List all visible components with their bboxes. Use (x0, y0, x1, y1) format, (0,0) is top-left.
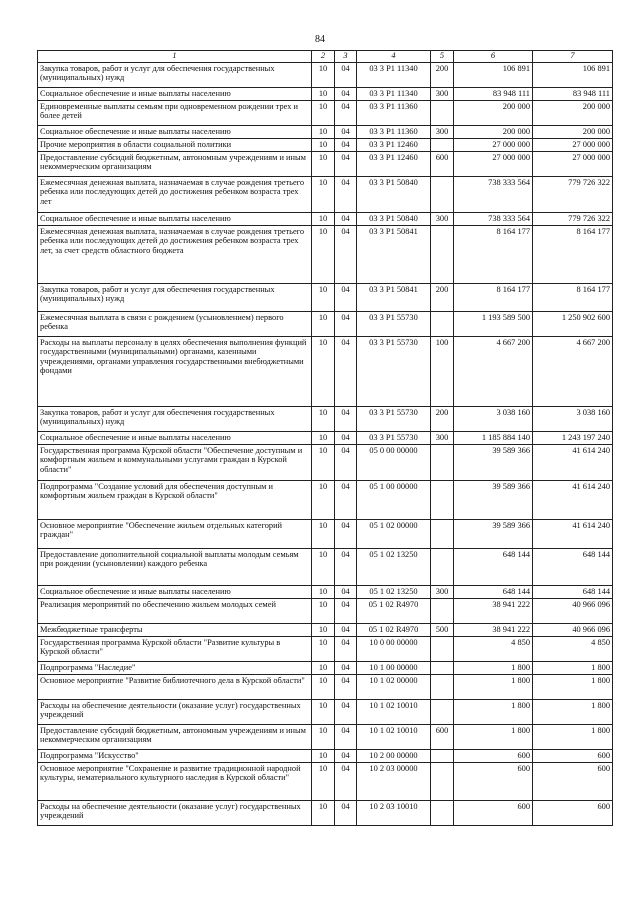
row-expense-type-cell (431, 700, 454, 725)
row-name-cell: Социальное обеспечение и иные выплаты населению (38, 586, 312, 599)
row-target-article-cell: 03 3 P1 50841 (357, 226, 431, 284)
table-row (38, 177, 613, 213)
row-name-cell: Подпрограмма "Наследие" (38, 662, 312, 675)
row-amount-year2-cell: 600 (533, 801, 613, 826)
row-name-cell: Социальное обеспечение и иные выплаты населению (38, 88, 312, 101)
table-row (38, 624, 613, 637)
row-amount-year2-cell: 1 800 (533, 700, 613, 725)
row-target-article-cell: 03 3 P1 12460 (357, 152, 431, 177)
row-amount-year2-cell: 779 726 322 (533, 177, 613, 213)
row-subsection-cell: 04 (335, 337, 357, 407)
row-target-article-cell: 10 2 03 10010 (357, 801, 431, 826)
header-row (38, 51, 613, 63)
row-amount-year1-cell: 1 800 (454, 662, 533, 675)
row-target-article-cell: 05 0 00 00000 (357, 445, 431, 481)
row-section-cell: 10 (312, 213, 335, 226)
row-section-cell: 10 (312, 675, 335, 700)
row-expense-type-cell (431, 177, 454, 213)
row-amount-year1-cell: 106 891 (454, 63, 533, 88)
row-subsection-cell: 04 (335, 101, 357, 126)
row-amount-year1-cell: 200 000 (454, 126, 533, 139)
table-row (38, 599, 613, 624)
column-header: 4 (357, 51, 431, 63)
row-subsection-cell: 04 (335, 675, 357, 700)
row-expense-type-cell (431, 675, 454, 700)
row-expense-type-cell (431, 520, 454, 549)
row-target-article-cell: 10 1 00 00000 (357, 662, 431, 675)
row-name-cell: Предоставление субсидий бюджетным, автономным учреждениям и иным некоммерческим организациям (38, 152, 312, 177)
table-row (38, 312, 613, 337)
row-amount-year2-cell: 200 000 (533, 101, 613, 126)
row-name-cell: Закупка товаров, работ и услуг для обеспечения государственных (муниципальных) нужд (38, 63, 312, 88)
row-amount-year2-cell: 1 250 902 600 (533, 312, 613, 337)
table-row (38, 586, 613, 599)
row-name-cell: Ежемесячная выплата в связи с рождением (усыновлением) первого ребенка (38, 312, 312, 337)
row-subsection-cell: 04 (335, 725, 357, 750)
row-expense-type-cell (431, 445, 454, 481)
row-section-cell: 10 (312, 763, 335, 801)
table-row (38, 432, 613, 445)
row-expense-type-cell: 600 (431, 152, 454, 177)
row-target-article-cell: 05 1 02 13250 (357, 549, 431, 586)
row-amount-year2-cell: 1 800 (533, 662, 613, 675)
row-section-cell: 10 (312, 152, 335, 177)
row-target-article-cell: 03 3 P1 11340 (357, 88, 431, 101)
row-amount-year1-cell: 648 144 (454, 586, 533, 599)
row-amount-year1-cell: 27 000 000 (454, 139, 533, 152)
row-amount-year1-cell: 1 800 (454, 725, 533, 750)
row-amount-year1-cell: 4 850 (454, 637, 533, 662)
row-amount-year2-cell: 41 614 240 (533, 481, 613, 520)
budget-table (37, 50, 613, 826)
row-amount-year2-cell: 1 243 197 240 (533, 432, 613, 445)
row-section-cell: 10 (312, 177, 335, 213)
table-row (38, 152, 613, 177)
row-section-cell: 10 (312, 63, 335, 88)
row-expense-type-cell (431, 226, 454, 284)
table-row (38, 101, 613, 126)
row-section-cell: 10 (312, 445, 335, 481)
row-amount-year2-cell: 8 164 177 (533, 284, 613, 312)
row-name-cell: Расходы на обеспечение деятельности (оказание услуг) государственных учреждений (38, 801, 312, 826)
row-section-cell: 10 (312, 637, 335, 662)
row-expense-type-cell (431, 637, 454, 662)
row-section-cell: 10 (312, 481, 335, 520)
table-row (38, 337, 613, 407)
row-subsection-cell: 04 (335, 549, 357, 586)
row-target-article-cell: 10 1 02 10010 (357, 725, 431, 750)
row-amount-year1-cell: 200 000 (454, 101, 533, 126)
row-amount-year1-cell: 600 (454, 750, 533, 763)
row-amount-year2-cell: 1 800 (533, 675, 613, 700)
row-expense-type-cell (431, 662, 454, 675)
row-section-cell: 10 (312, 88, 335, 101)
row-amount-year2-cell: 648 144 (533, 586, 613, 599)
row-amount-year1-cell: 8 164 177 (454, 226, 533, 284)
row-expense-type-cell: 200 (431, 284, 454, 312)
column-header: 5 (431, 51, 454, 63)
row-expense-type-cell: 300 (431, 586, 454, 599)
table-row (38, 481, 613, 520)
row-target-article-cell: 05 1 02 00000 (357, 520, 431, 549)
table-row (38, 407, 613, 432)
row-section-cell: 10 (312, 599, 335, 624)
row-name-cell: Социальное обеспечение и иные выплаты населению (38, 213, 312, 226)
table-row (38, 226, 613, 284)
row-expense-type-cell: 300 (431, 213, 454, 226)
row-amount-year2-cell: 27 000 000 (533, 139, 613, 152)
row-target-article-cell: 05 1 02 R4970 (357, 599, 431, 624)
row-subsection-cell: 04 (335, 177, 357, 213)
row-subsection-cell: 04 (335, 481, 357, 520)
row-name-cell: Социальное обеспечение и иные выплаты населению (38, 432, 312, 445)
row-subsection-cell: 04 (335, 226, 357, 284)
table-row (38, 139, 613, 152)
row-name-cell: Единовременные выплаты семьям при одновременном рождении трех и более детей (38, 101, 312, 126)
row-amount-year1-cell: 600 (454, 763, 533, 801)
row-target-article-cell: 10 2 03 00000 (357, 763, 431, 801)
row-expense-type-cell: 500 (431, 624, 454, 637)
row-name-cell: Предоставление дополнительной социальной выплаты молодым семьям при рождении (усыновлении) каждого ребенка (38, 549, 312, 586)
row-expense-type-cell (431, 481, 454, 520)
row-amount-year1-cell: 648 144 (454, 549, 533, 586)
row-amount-year2-cell: 41 614 240 (533, 445, 613, 481)
row-subsection-cell: 04 (335, 637, 357, 662)
table-row (38, 445, 613, 481)
row-subsection-cell: 04 (335, 750, 357, 763)
row-amount-year2-cell: 83 948 111 (533, 88, 613, 101)
row-amount-year2-cell: 200 000 (533, 126, 613, 139)
row-target-article-cell: 05 1 00 00000 (357, 481, 431, 520)
row-amount-year1-cell: 4 667 200 (454, 337, 533, 407)
row-amount-year1-cell: 39 589 366 (454, 520, 533, 549)
table-row (38, 520, 613, 549)
row-section-cell: 10 (312, 624, 335, 637)
row-name-cell: Ежемесячная денежная выплата, назначаемая в случае рождения третьего ребенка или последующих детей до достижения ребенком возраста трех лет (38, 177, 312, 213)
row-subsection-cell: 04 (335, 624, 357, 637)
row-subsection-cell: 04 (335, 763, 357, 801)
table-row (38, 662, 613, 675)
row-amount-year1-cell: 3 038 160 (454, 407, 533, 432)
row-section-cell: 10 (312, 312, 335, 337)
table-row (38, 801, 613, 826)
row-name-cell: Подпрограмма "Искусство" (38, 750, 312, 763)
column-header: 1 (38, 51, 312, 63)
row-subsection-cell: 04 (335, 445, 357, 481)
row-subsection-cell: 04 (335, 407, 357, 432)
row-amount-year2-cell: 40 966 096 (533, 599, 613, 624)
row-amount-year1-cell: 39 589 366 (454, 445, 533, 481)
row-name-cell: Социальное обеспечение и иные выплаты населению (38, 126, 312, 139)
table-row (38, 725, 613, 750)
row-expense-type-cell (431, 801, 454, 826)
row-target-article-cell: 03 3 P1 55730 (357, 312, 431, 337)
page-number: 84 (315, 34, 325, 45)
row-amount-year1-cell: 1 185 884 140 (454, 432, 533, 445)
table-row (38, 763, 613, 801)
table-row (38, 284, 613, 312)
row-target-article-cell: 03 3 P1 11360 (357, 101, 431, 126)
row-name-cell: Расходы на обеспечение деятельности (оказание услуг) государственных учреждений (38, 700, 312, 725)
row-amount-year2-cell: 8 164 177 (533, 226, 613, 284)
table-row (38, 126, 613, 139)
row-name-cell: Основное мероприятие "Развитие библиотечного дела в Курской области" (38, 675, 312, 700)
row-target-article-cell: 10 1 02 10010 (357, 700, 431, 725)
row-name-cell: Реализация мероприятий по обеспечению жильем молодых семей (38, 599, 312, 624)
row-subsection-cell: 04 (335, 63, 357, 88)
column-header: 3 (335, 51, 357, 63)
table-row (38, 88, 613, 101)
row-expense-type-cell: 300 (431, 88, 454, 101)
column-header: 7 (533, 51, 613, 63)
row-amount-year1-cell: 600 (454, 801, 533, 826)
table-row (38, 213, 613, 226)
row-target-article-cell: 03 3 P1 50841 (357, 284, 431, 312)
row-target-article-cell: 10 1 02 00000 (357, 675, 431, 700)
row-subsection-cell: 04 (335, 126, 357, 139)
row-expense-type-cell (431, 101, 454, 126)
table-row (38, 63, 613, 88)
table-row (38, 637, 613, 662)
row-target-article-cell: 10 0 00 00000 (357, 637, 431, 662)
row-target-article-cell: 03 3 P1 55730 (357, 337, 431, 407)
row-amount-year1-cell: 738 333 564 (454, 177, 533, 213)
row-name-cell: Основное мероприятие "Сохранение и развитие традиционной народной культуры, нематериального культурного наследия в Курской области" (38, 763, 312, 801)
table-row (38, 675, 613, 700)
row-target-article-cell: 03 3 P1 11360 (357, 126, 431, 139)
row-expense-type-cell: 300 (431, 432, 454, 445)
row-name-cell: Государственная программа Курской области "Развитие культуры в Курской области" (38, 637, 312, 662)
row-target-article-cell: 03 3 P1 12460 (357, 139, 431, 152)
row-expense-type-cell: 200 (431, 407, 454, 432)
row-expense-type-cell: 200 (431, 63, 454, 88)
row-amount-year1-cell: 38 941 222 (454, 624, 533, 637)
row-name-cell: Расходы на выплаты персоналу в целях обеспечения выполнения функций государственными (муниципальными) органами, казенными учреждениями, органами управления государственными внебюджетными фондами (38, 337, 312, 407)
row-section-cell: 10 (312, 700, 335, 725)
row-amount-year2-cell: 40 966 096 (533, 624, 613, 637)
row-section-cell: 10 (312, 750, 335, 763)
row-target-article-cell: 05 1 02 R4970 (357, 624, 431, 637)
row-subsection-cell: 04 (335, 586, 357, 599)
row-expense-type-cell (431, 549, 454, 586)
row-subsection-cell: 04 (335, 700, 357, 725)
row-subsection-cell: 04 (335, 213, 357, 226)
row-amount-year1-cell: 39 589 366 (454, 481, 533, 520)
row-section-cell: 10 (312, 549, 335, 586)
row-name-cell: Подпрограмма "Создание условий для обеспечения доступным и комфортным жильем граждан в Курской области" (38, 481, 312, 520)
row-subsection-cell: 04 (335, 599, 357, 624)
table-row (38, 750, 613, 763)
row-target-article-cell: 03 3 P1 55730 (357, 407, 431, 432)
row-expense-type-cell: 100 (431, 337, 454, 407)
row-amount-year2-cell: 106 891 (533, 63, 613, 88)
row-subsection-cell: 04 (335, 312, 357, 337)
row-subsection-cell: 04 (335, 152, 357, 177)
row-expense-type-cell (431, 750, 454, 763)
row-section-cell: 10 (312, 520, 335, 549)
column-header: 2 (312, 51, 335, 63)
row-amount-year1-cell: 8 164 177 (454, 284, 533, 312)
row-name-cell: Закупка товаров, работ и услуг для обеспечения государственных (муниципальных) нужд (38, 284, 312, 312)
row-amount-year1-cell: 1 800 (454, 700, 533, 725)
row-section-cell: 10 (312, 432, 335, 445)
column-header: 6 (454, 51, 533, 63)
row-amount-year2-cell: 600 (533, 750, 613, 763)
row-amount-year2-cell: 600 (533, 763, 613, 801)
row-subsection-cell: 04 (335, 520, 357, 549)
row-section-cell: 10 (312, 337, 335, 407)
row-expense-type-cell (431, 599, 454, 624)
row-target-article-cell: 03 3 P1 55730 (357, 432, 431, 445)
row-name-cell: Предоставление субсидий бюджетным, автономным учреждениям и иным некоммерческим организациям (38, 725, 312, 750)
row-subsection-cell: 04 (335, 432, 357, 445)
row-name-cell: Межбюджетные трансферты (38, 624, 312, 637)
row-section-cell: 10 (312, 801, 335, 826)
row-name-cell: Закупка товаров, работ и услуг для обеспечения государственных (муниципальных) нужд (38, 407, 312, 432)
row-amount-year2-cell: 4 667 200 (533, 337, 613, 407)
row-target-article-cell: 03 3 P1 11340 (357, 63, 431, 88)
table-row (38, 549, 613, 586)
row-target-article-cell: 03 3 P1 50840 (357, 213, 431, 226)
row-section-cell: 10 (312, 226, 335, 284)
row-subsection-cell: 04 (335, 662, 357, 675)
row-amount-year2-cell: 779 726 322 (533, 213, 613, 226)
row-target-article-cell: 05 1 02 13250 (357, 586, 431, 599)
row-amount-year2-cell: 4 850 (533, 637, 613, 662)
row-section-cell: 10 (312, 407, 335, 432)
row-expense-type-cell (431, 763, 454, 801)
row-subsection-cell: 04 (335, 801, 357, 826)
row-amount-year2-cell: 41 614 240 (533, 520, 613, 549)
row-target-article-cell: 03 3 P1 50840 (357, 177, 431, 213)
row-name-cell: Государственная программа Курской области "Обеспечение доступным и комфортным жильем и коммунальными услугами граждан в Курской области" (38, 445, 312, 481)
row-amount-year1-cell: 1 800 (454, 675, 533, 700)
row-section-cell: 10 (312, 725, 335, 750)
row-subsection-cell: 04 (335, 139, 357, 152)
row-section-cell: 10 (312, 139, 335, 152)
row-section-cell: 10 (312, 662, 335, 675)
row-amount-year1-cell: 738 333 564 (454, 213, 533, 226)
row-amount-year1-cell: 38 941 222 (454, 599, 533, 624)
row-amount-year2-cell: 27 000 000 (533, 152, 613, 177)
row-name-cell: Основное мероприятие "Обеспечение жильем отдельных категорий граждан" (38, 520, 312, 549)
row-amount-year2-cell: 1 800 (533, 725, 613, 750)
row-amount-year1-cell: 27 000 000 (454, 152, 533, 177)
table-row (38, 700, 613, 725)
row-section-cell: 10 (312, 586, 335, 599)
row-name-cell: Ежемесячная денежная выплата, назначаемая в случае рождения третьего ребенка или последующих детей до достижения ребенком возраста трех лет, за счет средств областного бюджета (38, 226, 312, 284)
row-expense-type-cell: 600 (431, 725, 454, 750)
row-amount-year2-cell: 3 038 160 (533, 407, 613, 432)
row-expense-type-cell (431, 139, 454, 152)
row-amount-year2-cell: 648 144 (533, 549, 613, 586)
row-subsection-cell: 04 (335, 284, 357, 312)
row-section-cell: 10 (312, 101, 335, 126)
row-section-cell: 10 (312, 126, 335, 139)
row-section-cell: 10 (312, 284, 335, 312)
row-amount-year1-cell: 83 948 111 (454, 88, 533, 101)
row-target-article-cell: 10 2 00 00000 (357, 750, 431, 763)
row-expense-type-cell: 300 (431, 126, 454, 139)
row-amount-year1-cell: 1 193 589 500 (454, 312, 533, 337)
row-subsection-cell: 04 (335, 88, 357, 101)
row-expense-type-cell (431, 312, 454, 337)
row-name-cell: Прочие мероприятия в области социальной политики (38, 139, 312, 152)
